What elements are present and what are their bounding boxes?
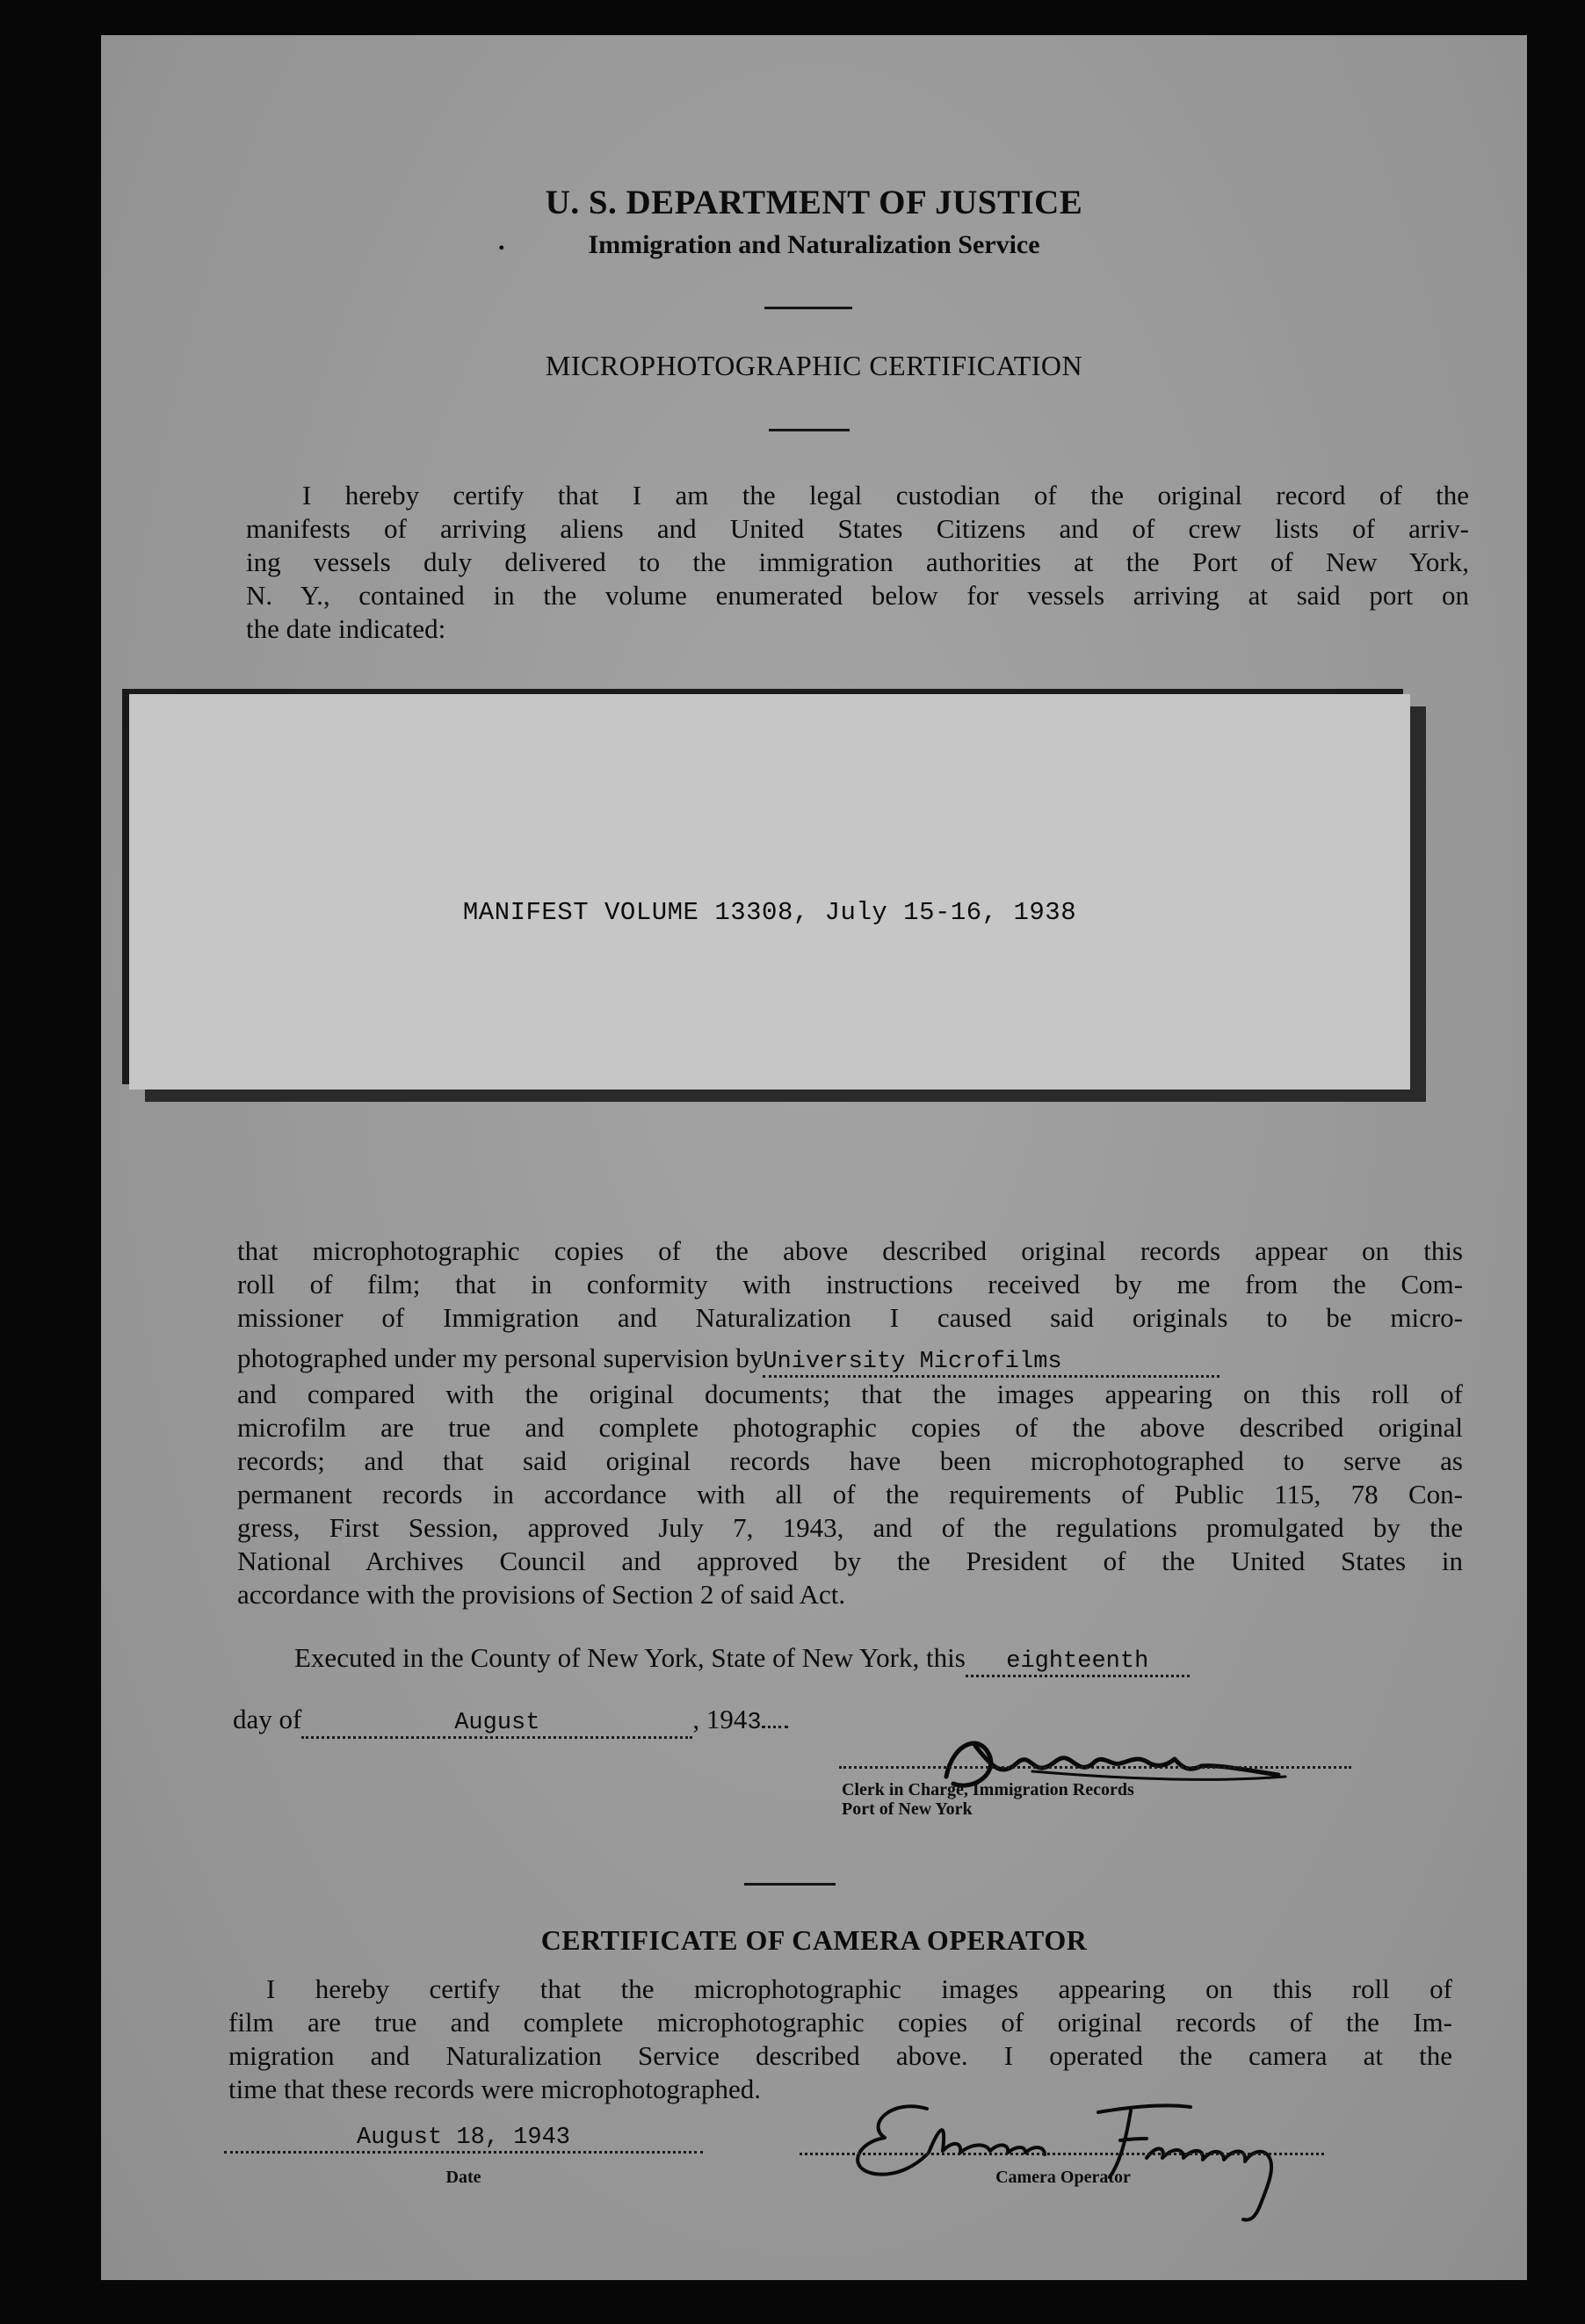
service-subheading: Immigration and Naturalization Service [588,230,1040,259]
executed-line [294,1641,1472,1677]
divider [744,1883,836,1886]
camera-operator-signature-line [800,2151,1324,2155]
body-line: roll of film; that in conformity with instructions received by me from the Com- [237,1269,1463,1300]
body-paragraph [237,1234,1463,1611]
department-heading: U. S. DEPARTMENT OF JUSTICE [545,184,1083,221]
month-line [233,1703,1024,1740]
divider [764,307,852,309]
certificate-sheet [101,35,1527,2280]
body-line: gress, First Session, approved July 7, 1943, and of the regulations promulgated by the [237,1512,1463,1543]
body-line: missioner of Immigration and Naturalization I caused said originals to be micro- [237,1302,1463,1333]
intro-line: manifests of arriving aliens and United States Citizens and of crew lists of arriv- [246,513,1469,544]
clerk-title-line2: Port of New York [842,1799,973,1819]
clerk-caption [842,1780,1134,1819]
body-line: and compared with the original documents; that the images appearing on this roll of [237,1379,1463,1409]
camera-line: I hereby certify that the microphotographic images appearing on this roll of [266,1973,1452,2004]
intro-line: I hereby certify that I am the legal custodian of the original record of the [302,480,1469,510]
intro-line: N. Y., contained in the volume enumerated below for vessels arriving at said port on [246,580,1469,611]
day-of-label: day of [233,1704,302,1734]
clerk-signature-line [839,1764,1351,1769]
heading-bullet: . [498,227,505,256]
supervision-prefix: photographed under my personal supervision by [237,1343,764,1373]
manifest-volume: MANIFEST VOLUME 13308, July 15-16, 1938 [462,898,1077,927]
camera-date-label: Date [445,2168,481,2187]
camera-line: film are true and complete microphotographic copies of original records of the Im- [228,2007,1452,2038]
year-dots [762,1726,788,1728]
intro-paragraph [246,479,1469,646]
divider [769,429,850,431]
camera-operator-label: Camera Operator [995,2168,1131,2187]
body-line: records; and that said original records have been microphotographed to serve as [237,1445,1463,1476]
intro-line: ing vessels duly delivered to the immigration authorities at the Port of New York, [246,547,1469,577]
body-line: accordance with the provisions of Section 2 of said Act. [237,1579,846,1610]
executed-prefix: Executed in the County of New York, State of New York, this [294,1642,966,1673]
camera-operator-signature [830,2089,1357,2230]
camera-line: migration and Naturalization Service described above. I operated the camera at the [228,2040,1452,2071]
body-line: permanent records in accordance with all of the requirements of Public 115, 78 Con- [237,1479,1463,1510]
body-line: that microphotographic copies of the above described original records appear on this [237,1235,1463,1266]
executed-month: August [301,1710,692,1739]
camera-line: time that these records were microphotographed. [228,2074,761,2104]
camera-paragraph [228,1973,1452,2106]
body-line: microfilm are true and complete photographic copies of the above described original [237,1412,1463,1443]
camera-date: August 18, 1943 [224,2125,703,2154]
year-prefix: , 194 [692,1704,748,1734]
clerk-title-line1: Clerk in Charge, Immigration Records [842,1780,1134,1799]
supervision-value: University Microfilms [763,1349,1220,1378]
executed-day: eighteenth [966,1648,1190,1677]
certification-title: MICROPHOTOGRAPHIC CERTIFICATION [545,350,1083,381]
year-digit: 3 [747,1710,762,1736]
intro-line: the date indicated: [246,613,446,644]
supervision-line [237,1342,1463,1378]
manifest-slip [129,694,1410,1090]
camera-certificate-title: CERTIFICATE OF CAMERA OPERATOR [540,1924,1088,1956]
body-line: National Archives Council and approved by the President of the United States in [237,1546,1463,1576]
